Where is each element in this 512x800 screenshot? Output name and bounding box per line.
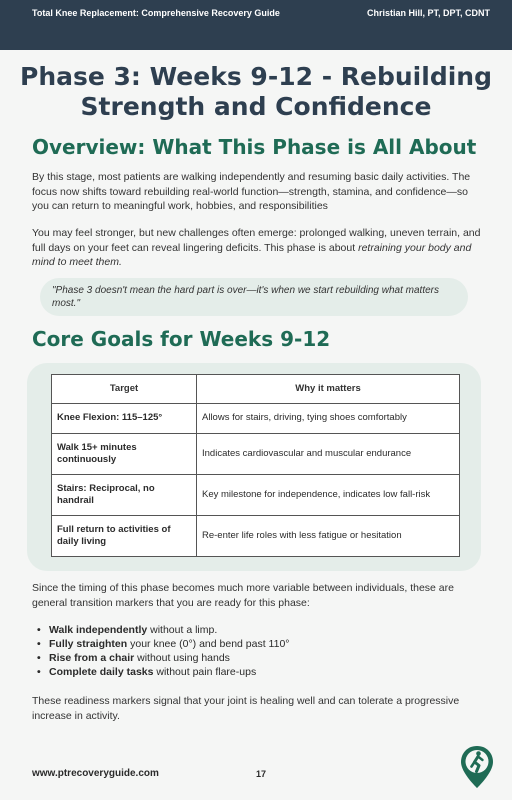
table-cell-why: Allows for stairs, driving, tying shoes comfortably	[197, 404, 460, 434]
overview-heading: Overview: What This Phase is All About	[32, 135, 477, 159]
page-title	[0, 62, 512, 122]
overview-paragraph-2	[32, 226, 482, 270]
marker-text: without using hands	[134, 652, 230, 664]
table-cell-target: Knee Flexion: 115–125°	[52, 404, 197, 434]
readiness-markers-list	[49, 623, 469, 679]
marker-bold: Rise from a chair	[49, 652, 135, 664]
list-item	[49, 623, 469, 637]
guide-title: Total Knee Replacement: Comprehensive Recovery Guide	[32, 8, 280, 18]
goals-heading: Core Goals for Weeks 9-12	[32, 327, 331, 351]
marker-bold: Complete daily tasks	[49, 666, 154, 678]
table-header-target: Target	[52, 375, 197, 404]
table-header-row	[52, 375, 460, 404]
table-cell-target: Full return to activities of daily living	[52, 516, 197, 557]
footer-url[interactable]: www.ptrecoveryguide.com	[32, 768, 159, 779]
marker-text: without a limp.	[147, 624, 218, 636]
table-row	[52, 404, 460, 434]
list-item	[49, 651, 469, 665]
page-number: 17	[256, 769, 267, 779]
table-cell-target: Walk 15+ minutes continuously	[52, 434, 197, 475]
table-cell-why: Indicates cardiovascular and muscular endurance	[197, 434, 460, 475]
list-item	[49, 637, 469, 651]
page-title-line-2: Strength and Confidence	[80, 92, 432, 121]
table-cell-target: Stairs: Reciprocal, no handrail	[52, 475, 197, 516]
transition-intro: Since the timing of this phase becomes much more variable between individuals, these are general transition markers that you are ready for this phase:	[32, 582, 454, 609]
header-bar	[0, 0, 512, 50]
table-cell-why: Re-enter life roles with less fatigue or hesitation	[197, 516, 460, 557]
table-row	[52, 516, 460, 557]
marker-text: without pain flare-ups	[153, 666, 257, 678]
table-cell-why: Key milestone for independence, indicates low fall-risk	[197, 475, 460, 516]
table-row	[52, 475, 460, 516]
marker-bold: Walk independently	[49, 624, 148, 636]
table-header-why: Why it matters	[197, 375, 460, 404]
location-pin-leg-logo-icon	[459, 744, 495, 790]
overview-paragraph-1: By this stage, most patients are walking independently and resuming basic daily activities. The focus now shifts toward rebuilding real-world function—strength, stamina, and confidence—so you can return to meaningful work, hobbies, and responsibilities	[32, 171, 471, 212]
goals-table	[51, 374, 460, 557]
table-row	[52, 434, 460, 475]
marker-bold: Fully straighten	[49, 638, 128, 650]
page-title-line-1: Phase 3: Weeks 9-12 - Rebuilding	[20, 62, 492, 91]
callout-quote: "Phase 3 doesn't mean the hard part is over—it's when we start rebuilding what matters most."	[40, 278, 468, 316]
overview-paragraph-2-text: You may feel stronger, but new challenges often emerge: prolonged walking, uneven terrain, and full days on your feet can reveal lingering deficits. This phase is about	[32, 227, 481, 254]
author-name: Christian Hill, PT, DPT, CDNT	[366, 8, 490, 18]
goals-table-panel	[27, 363, 481, 571]
overview-paragraph-2-emphasis: retraining your body and mind to meet them.	[32, 241, 472, 268]
list-item	[49, 665, 469, 679]
closing-paragraph: These readiness markers signal that your joint is healing well and can tolerate a progressive increase in activity.	[32, 695, 460, 722]
marker-text: your knee (0°) and bend past 110°	[127, 638, 290, 650]
